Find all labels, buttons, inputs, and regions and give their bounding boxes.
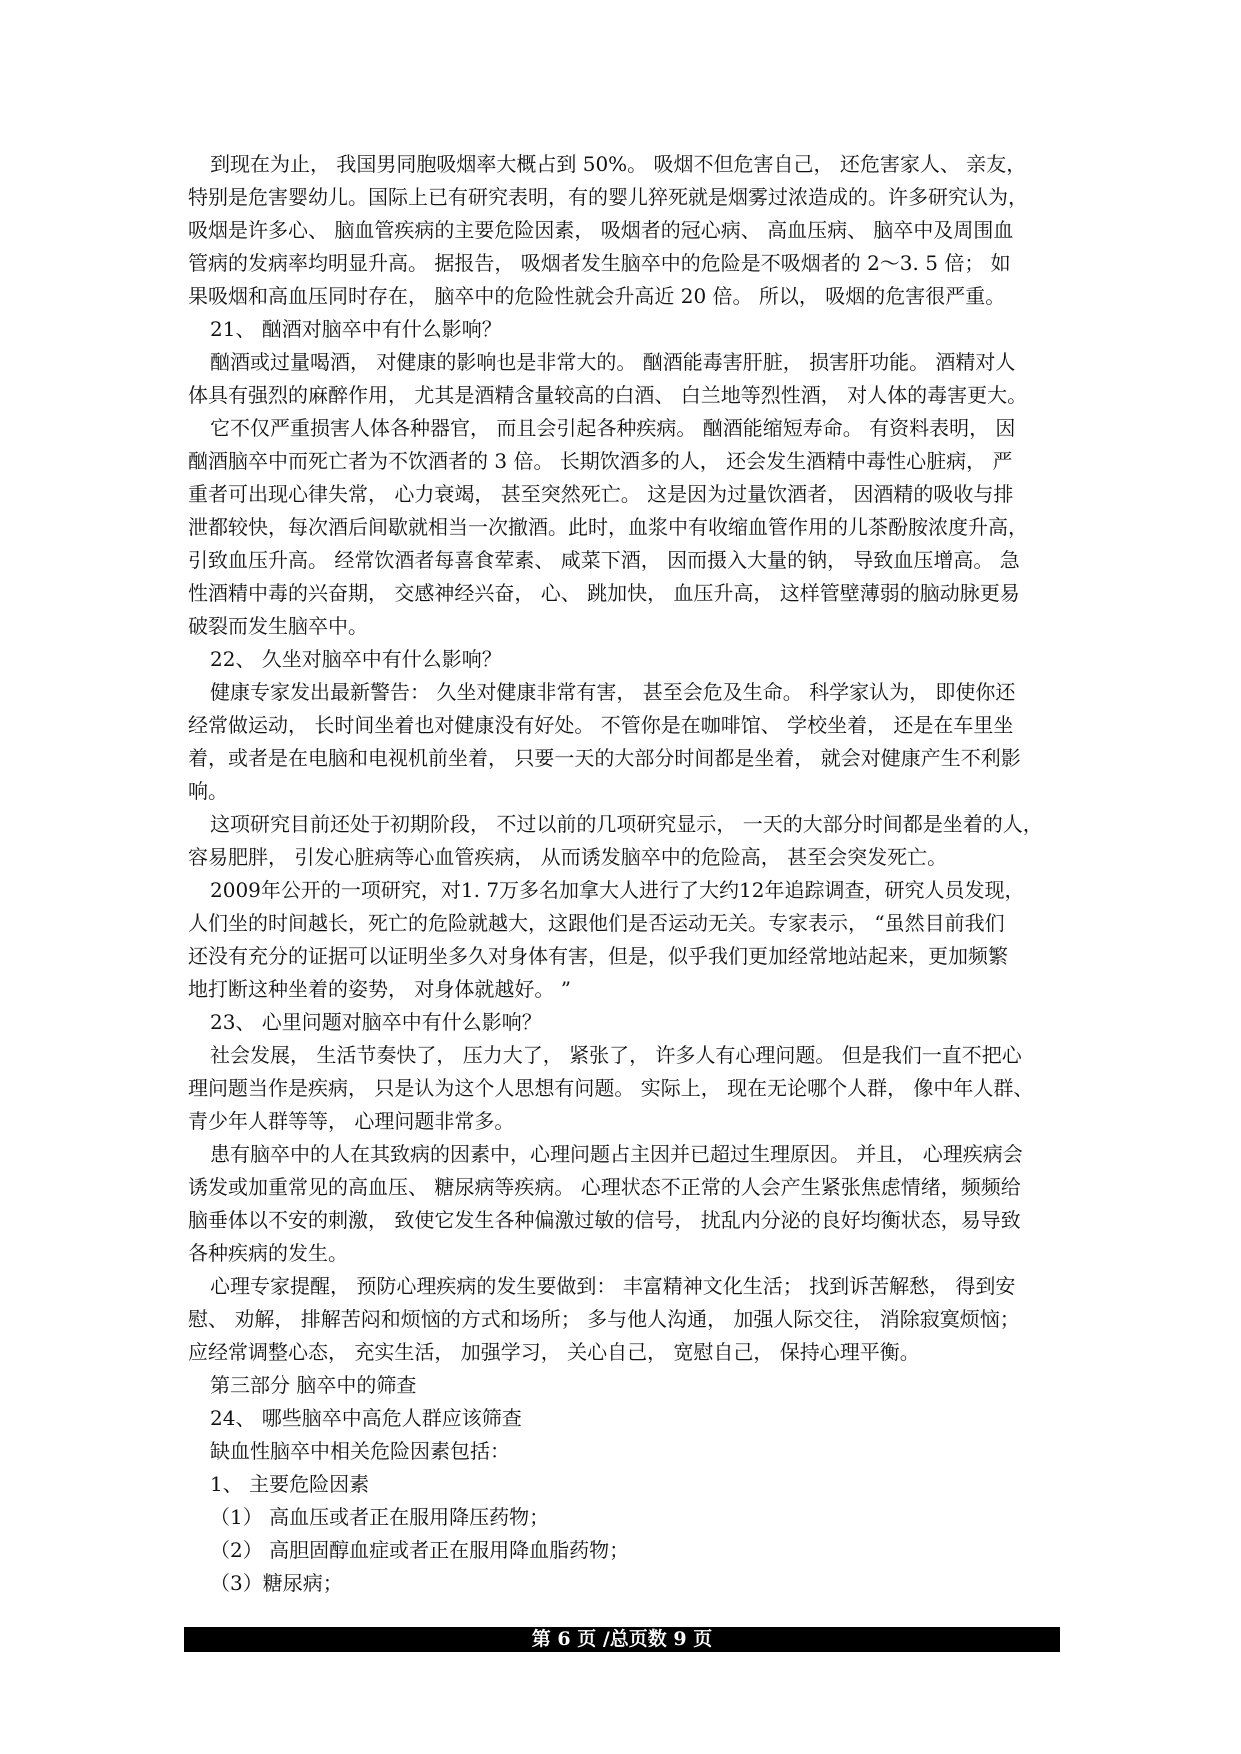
text-line: 泄都较快，每次酒后间歇就相当一次撤酒。此时，血浆中有收缩血管作用的儿茶酚胺浓度升高， <box>188 515 1028 539</box>
text-line: 果吸烟和高血压同时存在， 脑卒中的危险性就会升高近 20 倍。 所以， 吸烟的危害很严重。 <box>188 284 1006 308</box>
text-line: 重者可出现心律失常， 心力衰竭， 甚至突然死亡。 这是因为过量饮酒者， 因酒精的吸收与排 <box>188 482 1014 506</box>
text-line: 第三部分 脑卒中的筛查 <box>210 1373 417 1397</box>
text-line: 心理专家提醒， 预防心理疾病的发生要做到： 丰富精神文化生活； 找到诉苦解愁， 得到安 <box>210 1274 1016 1298</box>
text-line: 23、 心里问题对脑卒中有什么影响？ <box>210 1010 542 1034</box>
text-line: 酗酒脑卒中而死亡者为不饮酒者的 3 倍。 长期饮酒多的人， 还会发生酒精中毒性心脏病， 严 <box>188 449 1013 473</box>
text-line: 24、 哪些脑卒中高危人群应该筛查 <box>210 1406 522 1430</box>
text-line: 患有脑卒中的人在其致病的因素中，心理问题占主因并已超过生理原因。 并且， 心理疾病会 <box>210 1142 1023 1166</box>
document-body <box>188 148 1078 1600</box>
text-line: 健康专家发出最新警告： 久坐对健康非常有害， 甚至会危及生命。 科学家认为， 即使你还 <box>210 680 1016 704</box>
text-line: （3）糖尿病； <box>210 1571 343 1595</box>
text-line: 脑垂体以不安的刺激， 致使它发生各种偏激过敏的信号， 扰乱内分泌的良好均衡状态，易导致 <box>188 1208 1021 1232</box>
text-line: 还没有充分的证据可以证明坐多久对身体有害，但是，似乎我们更加经常地站起来，更加频繁 <box>188 944 1008 968</box>
text-line: 特别是危害婴幼儿。国际上已有研究表明，有的婴儿猝死就是烟雾过浓造成的。许多研究认为， <box>188 185 1028 209</box>
text-line: 1、 主要危险因素 <box>210 1472 370 1496</box>
text-line: 青少年人群等等， 心理问题非常多。 <box>188 1109 515 1133</box>
text-line: 缺血性脑卒中相关危险因素包括： <box>210 1439 510 1463</box>
text-line: （2） 高胆固醇血症或者正在服用降血脂药物； <box>210 1538 630 1562</box>
text-line: 它不仅严重损害人体各种器官， 而且会引起各种疾病。 酗酒能缩短寿命。 有资料表明， 因 <box>210 416 1016 440</box>
text-line: 地打断这种坐着的姿势， 对身体就越好。 ” <box>188 977 571 1001</box>
text-line: 慰、 劝解， 排解苦闷和烦恼的方式和场所； 多与他人沟通， 加强人际交往， 消除寂寞烦恼； <box>188 1307 1020 1331</box>
text-line: 体具有强烈的麻醉作用， 尤其是酒精含量较高的白酒、 白兰地等烈性酒， 对人体的毒害更大。 <box>188 383 1028 407</box>
text-line: 21、 酗酒对脑卒中有什么影响？ <box>210 317 502 341</box>
text-line: 人们坐的时间越长，死亡的危险就越大，这跟他们是否运动无关。专家表示， “虽然目前我们 <box>188 911 1005 935</box>
text-line: 酗酒或过量喝酒， 对健康的影响也是非常大的。 酗酒能毒害肝脏， 损害肝功能。 酒精对人 <box>210 350 1016 374</box>
text-line: 理问题当作是疾病， 只是认为这个人思想有问题。 实际上， 现在无论哪个人群， 像中年人群、 <box>188 1076 1034 1100</box>
text-line: （1） 高血压或者正在服用降压药物； <box>210 1505 550 1529</box>
text-line: 各种疾病的发生。 <box>188 1241 348 1265</box>
text-line: 22、 久坐对脑卒中有什么影响？ <box>210 647 502 671</box>
text-line: 2009年公开的一项研究，对1. 7万多名加拿大人进行了大约12年追踪调查，研究人员发现， <box>210 878 1025 902</box>
text-line: 社会发展， 生活节奏快了， 压力大了， 紧张了， 许多人有心理问题。 但是我们一直不把心 <box>210 1043 1022 1067</box>
text-line: 经常做运动， 长时间坐着也对健康没有好处。 不管你是在咖啡馆、 学校坐着， 还是在车里坐 <box>188 713 1014 737</box>
text-line: 破裂而发生脑卒中。 <box>188 614 368 638</box>
text-line: 诱发或加重常见的高血压、 糖尿病等疾病。 心理状态不正常的人会产生紧张焦虑情绪，频频给 <box>188 1175 1021 1199</box>
page-footer: 第 6 页 /总页数 9 页 <box>184 1627 1060 1652</box>
text-line: 吸烟是许多心、 脑血管疾病的主要危险因素， 吸烟者的冠心病、 高血压病、 脑卒中及周围血 <box>188 218 1014 242</box>
text-line: 这项研究目前还处于初期阶段， 不过以前的几项研究显示， 一天的大部分时间都是坐着的人， <box>210 812 1043 836</box>
text-line: 着，或者是在电脑和电视机前坐着， 只要一天的大部分时间都是坐着， 就会对健康产生不利影 <box>188 746 1021 770</box>
text-line: 性酒精中毒的兴奋期， 交感神经兴奋， 心、 跳加快， 血压升高， 这样管壁薄弱的脑动脉更易 <box>188 581 1020 605</box>
text-line: 引致血压升高。 经常饮酒者每喜食荤素、 咸菜下酒， 因而摄入大量的钠， 导致血压增高。 急 <box>188 548 1020 572</box>
text-line: 响。 <box>188 779 228 803</box>
text-line: 到现在为止， 我国男同胞吸烟率大概占到 50%。 吸烟不但危害自己， 还危害家人、 亲友， <box>210 152 1027 176</box>
text-line: 应经常调整心态， 充实生活， 加强学习， 关心自己， 宽慰自己， 保持心理平衡。 <box>188 1340 920 1364</box>
text-line: 容易肥胖， 引发心脏病等心血管疾病， 从而诱发脑卒中的危险高， 甚至会突发死亡。 <box>188 845 948 869</box>
text-line: 管病的发病率均明显升高。 据报告， 吸烟者发生脑卒中的危险是不吸烟者的 2～3. 5 倍； 如 <box>188 251 1011 275</box>
